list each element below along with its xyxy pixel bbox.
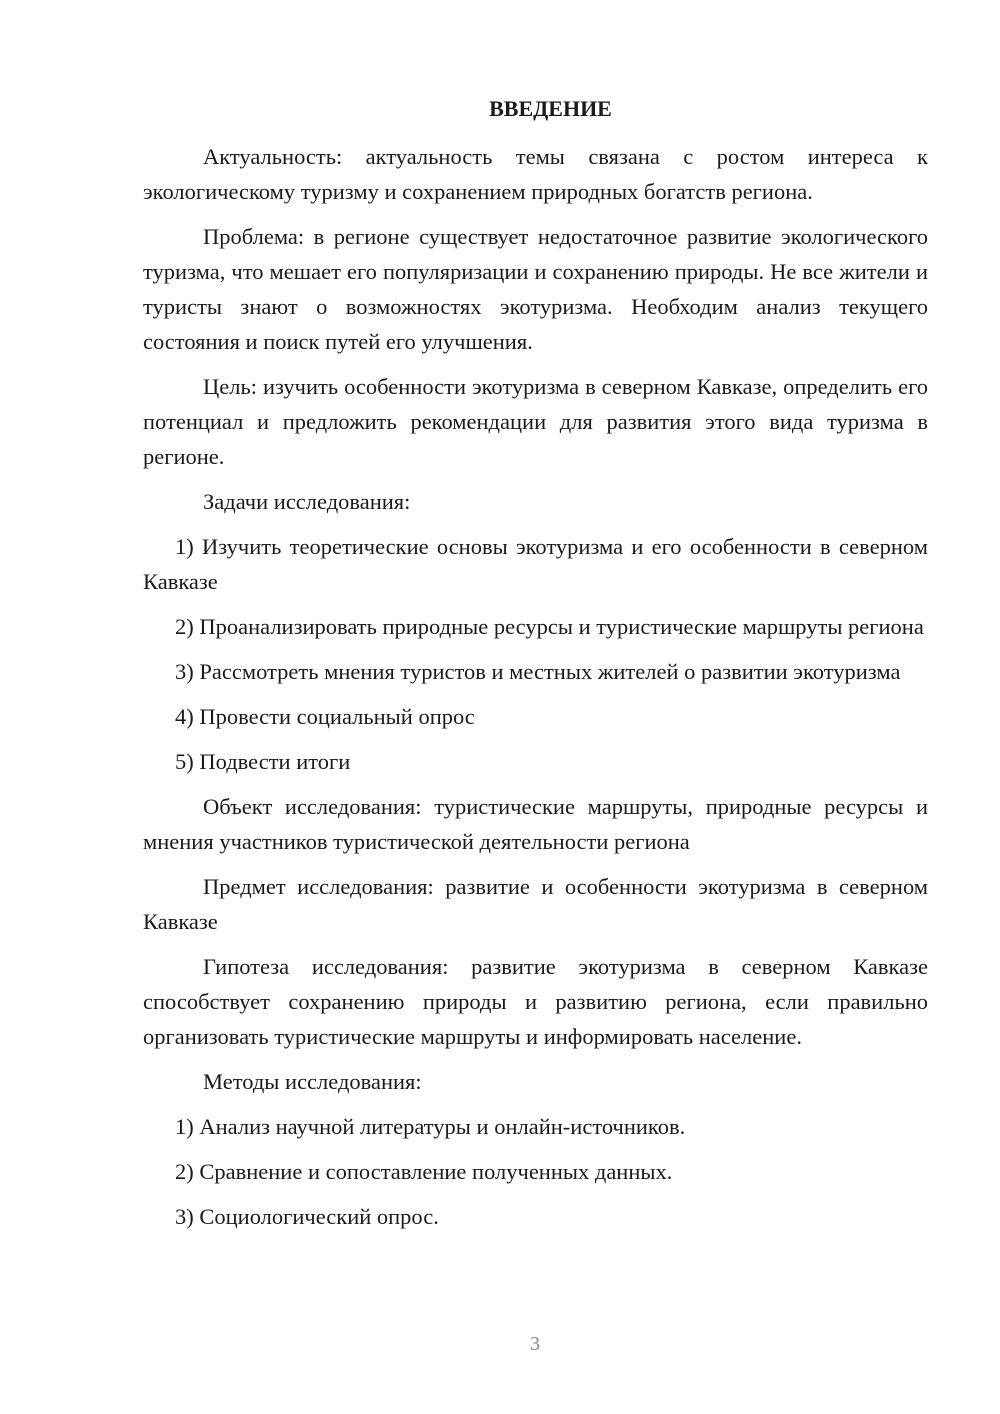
- task-item: 2) Проанализировать природные ресурсы и туристические маршруты региона: [175, 614, 924, 639]
- task-item: 5) Подвести итоги: [175, 749, 351, 774]
- subject-paragraph: Предмет исследования: развитие и особенности экотуризма в северном Кавказе: [143, 874, 928, 934]
- task-item: 4) Провести социальный опрос: [175, 704, 475, 729]
- task-item: 3) Рассмотреть мнения туристов и местных жителей о развитии экотуризма: [175, 659, 901, 684]
- task-item: 1) Изучить теоретические основы экотуризма и его особенности в северном Кавказе: [143, 534, 928, 594]
- section-heading: ВВЕДЕНИЕ: [489, 96, 612, 121]
- methods-intro: Методы исследования:: [203, 1069, 422, 1094]
- method-item: 3) Социологический опрос.: [175, 1204, 439, 1229]
- problem-paragraph: Проблема: в регионе существует недостаточное развитие экологического туризма, что мешает его популяризации и сохранению природы. Не все жители и туристы знают о возможностях экотуризма. Необходим анализ текущего состояния и поиск путей его улучшения.: [143, 224, 928, 354]
- relevance-paragraph: Актуальность: актуальность темы связана с ростом интереса к экологическому туризму и сохранением природных богатств региона.: [143, 144, 928, 204]
- goal-paragraph: Цель: изучить особенности экотуризма в северном Кавказе, определить его потенциал и предложить рекомендации для развития этого вида туризма в регионе.: [143, 374, 928, 469]
- method-item: 2) Сравнение и сопоставление полученных данных.: [175, 1159, 673, 1184]
- tasks-intro: Задачи исследования:: [203, 489, 411, 514]
- object-paragraph: Объект исследования: туристические маршруты, природные ресурсы и мнения участников туристической деятельности региона: [143, 794, 928, 854]
- hypothesis-paragraph: Гипотеза исследования: развитие экотуризма в северном Кавказе способствует сохранению природы и развитию региона, если правильно организовать туристические маршруты и информировать население.: [143, 954, 928, 1049]
- page-number: 3: [530, 1333, 540, 1355]
- method-item: 1) Анализ научной литературы и онлайн-источников.: [175, 1114, 686, 1139]
